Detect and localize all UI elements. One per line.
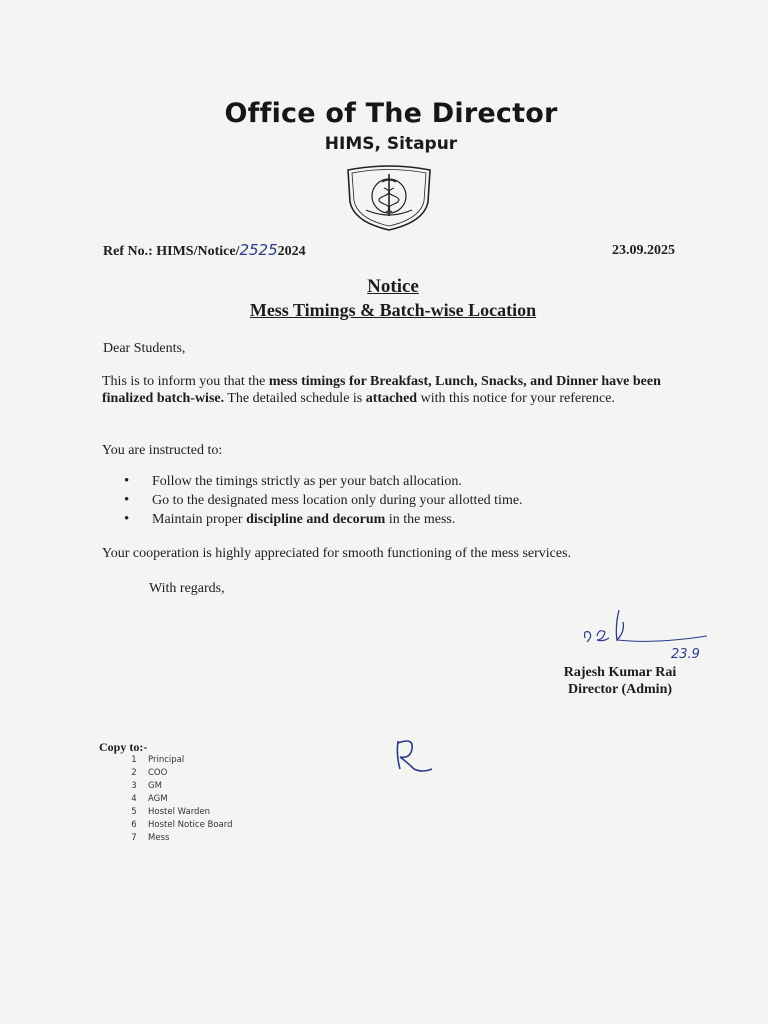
list-item: 1 Principal — [131, 755, 185, 765]
handwritten-ref-number: 2525 — [239, 241, 278, 259]
list-item: 3 GM — [131, 781, 162, 791]
notice-date: 23.09.2025 — [612, 243, 675, 258]
notice-subject: Mess Timings & Batch-wise Location — [249, 300, 537, 320]
signatory-block — [540, 664, 700, 698]
instruction-lead: You are instructed to: — [102, 443, 223, 458]
regards: With regards, — [149, 581, 225, 596]
reference-number: Ref No.: HIMS/Notice/25252024 — [103, 241, 306, 259]
list-item: 5 Hostel Warden — [131, 807, 211, 817]
intro-paragraph: This is to inform you that the mess timings for Breakfast, Lunch, Snacks, and Dinner have been finalized batch-wise. The detailed schedule is attached with this notice for your reference. — [102, 374, 661, 406]
list-item: 4 AGM — [131, 794, 168, 804]
institute-name: HIMS, Sitapur — [324, 134, 458, 154]
handwritten-initial-icon — [392, 735, 436, 775]
list-item: • Maintain proper discipline and decorum in the mess. — [124, 512, 523, 531]
copy-to-list — [120, 755, 233, 846]
signatory-name: Rajesh Kumar Rai — [563, 665, 677, 680]
list-item: 2 COO — [131, 768, 168, 778]
copy-to-label: Copy to:- — [99, 740, 148, 754]
list-item: • Go to the designated mess location only during your allotted time. — [124, 493, 523, 512]
closing-paragraph: Your cooperation is highly appreciated for smooth functioning of the mess services. — [102, 546, 572, 561]
notice-heading: Notice — [367, 276, 419, 297]
list-item: 7 Mess — [131, 833, 170, 843]
signatory-designation: Director (Admin) — [567, 682, 673, 697]
list-item: • Follow the timings strictly as per your batch allocation. — [124, 474, 523, 493]
list-item: 6 Hostel Notice Board — [131, 820, 233, 830]
instruction-list — [124, 474, 523, 531]
signature-date-note: 23.9 — [671, 647, 700, 662]
office-title: Office of The Director — [224, 98, 558, 129]
medical-caduceus-emblem-icon — [344, 164, 434, 232]
salutation: Dear Students, — [103, 341, 186, 356]
signature-icon — [575, 602, 735, 666]
